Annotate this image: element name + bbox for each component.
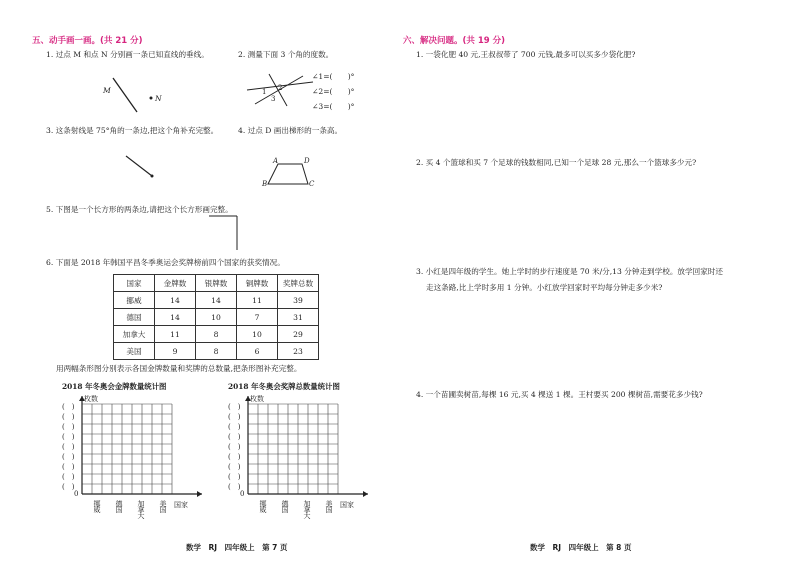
q4-label-a: A (273, 157, 279, 165)
left-section-title: 五、动手画一画。(共 21 分) (32, 36, 143, 46)
chart1 (62, 394, 222, 534)
chart2-y-label: 枚数 (250, 395, 264, 403)
table-cell: 11 (155, 326, 196, 343)
chart1-x-tick: 加拿大 (137, 500, 145, 518)
table-cell: 14 (196, 292, 237, 309)
q2-angle-label-1: 1 (262, 88, 267, 96)
chart2-title: 2018 年冬奥会奖牌总数量统计图 (228, 382, 340, 391)
table-cell: 美国 (114, 343, 155, 360)
chart1-y-tick: ( ) (62, 473, 75, 481)
chart2-y-tick: ( ) (228, 473, 241, 481)
q5-rectangle-sides (205, 210, 245, 255)
table-cell: 10 (237, 326, 278, 343)
chart2-x-tick: 挪威 (259, 500, 267, 512)
left-q6-text: 6. 下面是 2018 年韩国平昌冬季奥运会奖牌榜前四个国家的获奖情况。 (46, 258, 285, 267)
chart2-y-ticks (228, 402, 240, 492)
table-row (114, 326, 319, 343)
right-q3-line1: 3. 小红是四年级的学生。她上学时的步行速度是 70 米/分,13 分钟走到学校。放学回家时还 (416, 267, 723, 276)
chart2-y-tick: ( ) (228, 413, 241, 421)
y-axis-arrow (79, 396, 85, 401)
table-cell: 德国 (114, 309, 155, 326)
table-header-cell: 国家 (114, 275, 155, 292)
q1-line (113, 78, 137, 112)
table-cell: 7 (237, 309, 278, 326)
chart2-grid (244, 396, 374, 500)
table-cell: 10 (196, 309, 237, 326)
q1-label-n: N (155, 94, 162, 103)
table-cell: 31 (278, 309, 319, 326)
chart2-y-tick: ( ) (228, 403, 241, 411)
q4-label-d: D (304, 157, 310, 165)
left-q5-text: 5. 下图是一个长方形的两条边,请把这个长方形画完整。 (46, 205, 233, 214)
chart2 (228, 394, 388, 534)
chart2-y-tick: ( ) (228, 463, 241, 471)
chart1-y-label: 枚数 (84, 395, 98, 403)
q3-ray (120, 150, 165, 185)
left-instruction: 用两幅条形图分别表示各国金牌数量和奖牌的总数量,把条形图补充完整。 (56, 364, 302, 373)
q4-label-b: B (262, 180, 268, 188)
chart1-y-tick: ( ) (62, 403, 75, 411)
q1-point-n (150, 97, 153, 100)
table-cell: 挪威 (114, 292, 155, 309)
chart2-y-tick: ( ) (228, 423, 241, 431)
chart2-x-tick: 美国 (325, 500, 333, 512)
q2-angle-label-2: 2 (278, 84, 283, 92)
chart1-y-tick: ( ) (62, 483, 75, 491)
q2-answer-2: ∠2=( )° (312, 87, 355, 96)
q4-label-c: C (309, 180, 315, 188)
q2-angle-label-3: 3 (271, 95, 276, 103)
chart1-zero: 0 (74, 490, 79, 498)
chart2-zero: 0 (240, 490, 245, 498)
table-cell: 11 (237, 292, 278, 309)
chart1-y-tick: ( ) (62, 453, 75, 461)
right-q1-text: 1. 一袋化肥 40 元,王叔叔带了 700 元钱,最多可以买多少袋化肥? (416, 50, 636, 59)
right-section-title: 六、解决问题。(共 19 分) (403, 36, 506, 46)
table-cell: 9 (155, 343, 196, 360)
chart2-x-tick: 加拿大 (303, 500, 311, 518)
table-cell: 39 (278, 292, 319, 309)
table-header-cell: 铜牌数 (237, 275, 278, 292)
left-footer: 数学 RJ 四年级上 第 7 页 (186, 543, 288, 552)
q1-label-m: M (103, 86, 111, 95)
medal-table (113, 274, 319, 360)
chart2-y-tick: ( ) (228, 443, 241, 451)
left-q1-text: 1. 过点 M 和点 N 分别画一条已知直线的垂线。 (46, 50, 209, 59)
chart1-y-tick: ( ) (62, 443, 75, 451)
q2-answer-1: ∠1=( )° (312, 72, 355, 81)
table-header-cell: 金牌数 (155, 275, 196, 292)
table-cell: 14 (155, 309, 196, 326)
table-cell: 8 (196, 343, 237, 360)
left-q2-text: 2. 测量下面 3 个角的度数。 (238, 50, 334, 59)
right-q2-text: 2. 买 4 个篮球和买 7 个足球的钱数相同,已知一个足球 28 元,那么一个篮球多少元? (416, 158, 697, 167)
chart1-x-tick: 挪威 (93, 500, 101, 512)
right-q4-text: 4. 一个苗圃卖树苗,每棵 16 元,买 4 棵送 1 棵。王村要买 200 棵树苗,需要花多少钱? (416, 390, 703, 399)
chart2-x-label: 国家 (340, 501, 354, 509)
left-q3-text: 3. 这条射线是 75°角的一条边,把这个角补充完整。 (46, 126, 219, 135)
table-cell: 23 (278, 343, 319, 360)
chart2-x-tick: 德国 (281, 500, 289, 512)
table-cell: 6 (237, 343, 278, 360)
chart1-y-tick: ( ) (62, 463, 75, 471)
right-footer: 数学 RJ 四年级上 第 8 页 (530, 543, 632, 552)
table-row (114, 343, 319, 360)
chart1-y-tick: ( ) (62, 433, 75, 441)
chart1-x-label: 国家 (174, 501, 188, 509)
table-header-cell: 奖牌总数 (278, 275, 319, 292)
y-axis-arrow (245, 396, 251, 401)
x-axis-arrow (197, 491, 202, 497)
chart1-x-tick: 美国 (159, 500, 167, 512)
chart1-y-ticks (62, 402, 74, 492)
left-q4-text: 4. 过点 D 画出梯形的一条高。 (238, 126, 343, 135)
table-cell: 14 (155, 292, 196, 309)
x-axis-arrow (363, 491, 368, 497)
chart1-title: 2018 年冬奥会金牌数量统计图 (62, 382, 167, 391)
chart1-y-tick: ( ) (62, 423, 75, 431)
right-q3-line2: 走这条路,比上学时多用 1 分钟。小红放学回家时平均每分钟走多少米? (426, 283, 663, 292)
chart1-y-tick: ( ) (62, 413, 75, 421)
chart1-grid (78, 396, 208, 500)
table-cell: 加拿大 (114, 326, 155, 343)
q2-answer-3: ∠3=( )° (312, 102, 355, 111)
table-row (114, 309, 319, 326)
chart2-y-tick: ( ) (228, 453, 241, 461)
table-header-cell: 银牌数 (196, 275, 237, 292)
table-header-row (114, 275, 319, 292)
chart1-x-tick: 德国 (115, 500, 123, 512)
table-cell: 8 (196, 326, 237, 343)
table-row (114, 292, 319, 309)
chart2-y-tick: ( ) (228, 433, 241, 441)
table-cell: 29 (278, 326, 319, 343)
chart2-y-tick: ( ) (228, 483, 241, 491)
